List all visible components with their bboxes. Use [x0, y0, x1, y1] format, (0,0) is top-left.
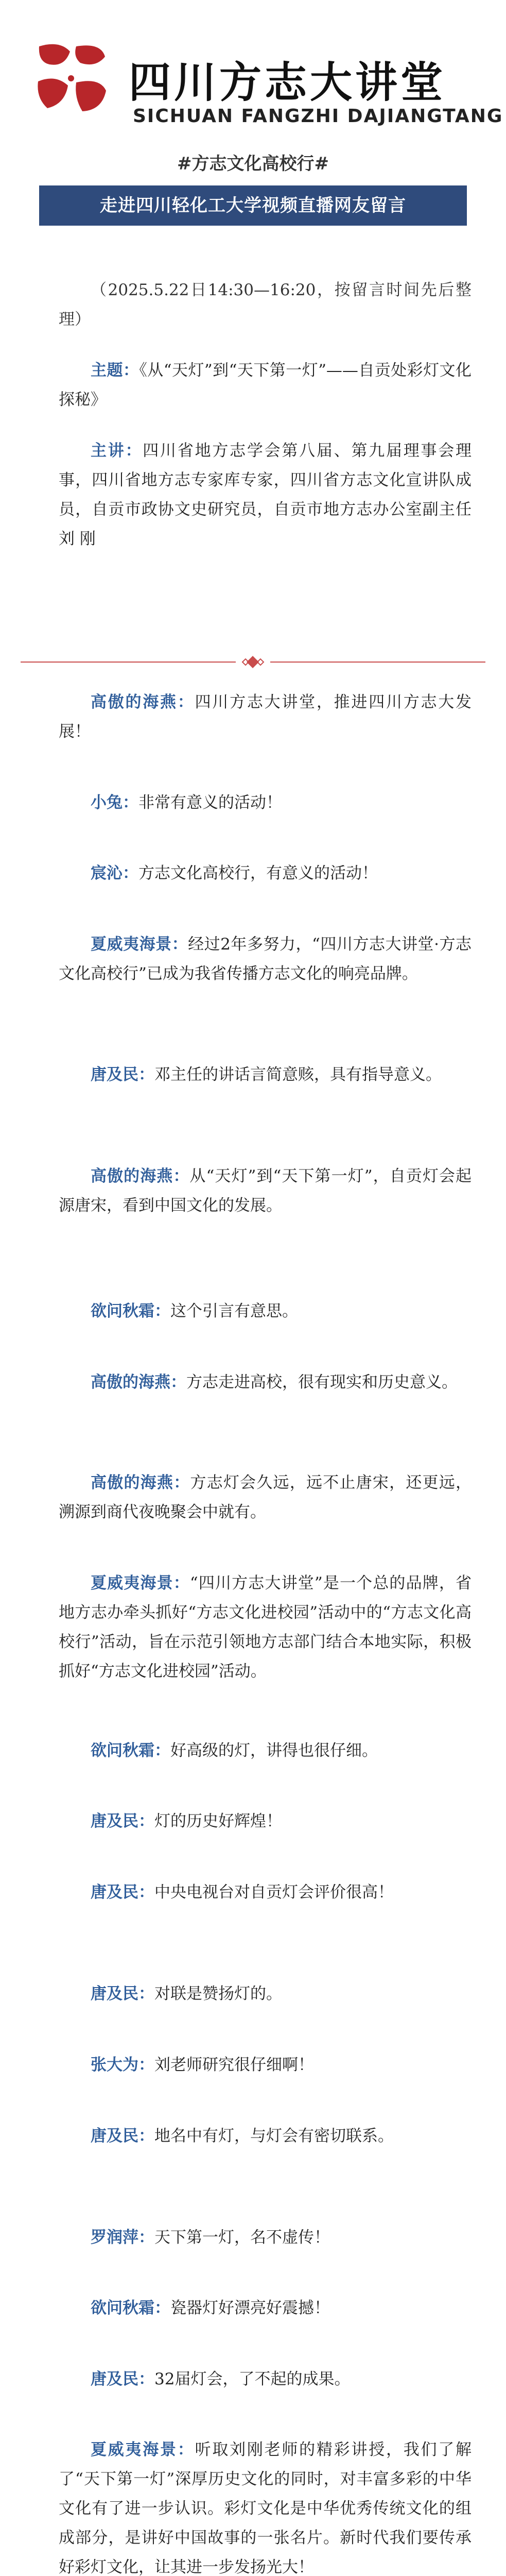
- title-banner: 走进四川轻化工大学视频直播网友留言: [39, 185, 467, 226]
- comment-text: 经过2年多努力，“四川方志大讲堂·方志文化高校行”已成为我省传播方志文化的响亮品牌。: [59, 935, 472, 983]
- brand-title: 四川方志大讲堂: [129, 58, 446, 107]
- commenter-name: 唐及民：: [91, 2370, 154, 2388]
- comment-text: 邓主任的讲话言简意赅，具有指导意义。: [154, 1065, 442, 1084]
- commenter-name: 欲问秋霜：: [91, 2299, 170, 2317]
- header: [0, 0, 506, 127]
- brand-subtitle: SICHUAN FANGZHI DAJIANGTANG: [133, 106, 503, 127]
- theme-line: [59, 356, 472, 415]
- comment-text: 中央电视台对自贡灯会评价很高！: [154, 1883, 394, 1902]
- time-note: （2025.5.22日14:30—16:20，按留言时间先后整理）: [59, 281, 472, 329]
- commenter-name: 高傲的海燕：: [91, 693, 195, 711]
- commenter-name: 高傲的海燕：: [91, 1473, 190, 1492]
- comment-text: 灯的历史好辉煌！: [154, 1812, 282, 1831]
- diamond-ornament-icon: [238, 655, 268, 669]
- hashtag-title: #方志文化高校行#: [177, 154, 329, 174]
- comment-text: 四川方志大讲堂，推进四川方志大发展！: [59, 693, 472, 741]
- commenter-name: 唐及民：: [91, 1985, 154, 2003]
- comment-item: [59, 1368, 472, 1397]
- comment-text: 地名中有灯，与灯会有密切联系。: [154, 2127, 394, 2145]
- speaker-label: 主讲：: [91, 442, 143, 460]
- comment-text: 瓷器灯好漂亮好震撼！: [170, 2299, 330, 2317]
- comment-text: 这个引言有意思。: [170, 1302, 298, 1320]
- commenter-name: 高傲的海燕：: [91, 1373, 186, 1392]
- commenter-name: 唐及民：: [91, 1883, 154, 1902]
- comment-item: [59, 1736, 472, 1766]
- comment-text: 方志走进高校，很有现实和历史意义。: [186, 1373, 458, 1392]
- comment-text: 32届灯会，了不起的成果。: [154, 2370, 351, 2388]
- theme-text: 《从“天灯”到“天下第一灯”——自贡处彩灯文化探秘》: [59, 361, 472, 409]
- comment-text: 刘老师研究很仔细啊！: [154, 2056, 314, 2074]
- commenter-name: 唐及民：: [91, 1812, 154, 1831]
- comment-text: 方志文化高校行，有意义的活动！: [138, 864, 378, 883]
- comment-item: [59, 1162, 472, 1221]
- theme-label: 主题：: [91, 361, 139, 380]
- comment-text: 好高级的灯，讲得也很仔细。: [170, 1741, 378, 1760]
- intro-section: [59, 276, 472, 554]
- comment-item: [59, 2435, 472, 2576]
- comment-item: [59, 859, 472, 888]
- commenter-name: 夏威夷海景：: [91, 1574, 190, 1592]
- comment-text: 天下第一灯，名不虚传！: [154, 2228, 330, 2247]
- commenter-name: 欲问秋霜：: [91, 1741, 170, 1760]
- comment-text: 方志灯会久远，远不止唐宋，还更远，溯源到商代夜晚聚会中就有。: [59, 1473, 472, 1521]
- commenter-name: 小兔：: [91, 793, 138, 812]
- comment-item: [59, 1060, 472, 1090]
- comment-text: 对联是赞扬灯的。: [154, 1985, 282, 2003]
- comment-item: [59, 1878, 472, 1907]
- commenter-name: 高傲的海燕：: [91, 1167, 190, 1185]
- commenter-name: 夏威夷海景：: [91, 935, 188, 954]
- comment-item: [59, 788, 472, 818]
- comment-text: 从“天灯”到“天下第一灯”，自贡灯会起源唐宋，看到中国文化的发展。: [59, 1167, 472, 1215]
- commenter-name: 唐及民：: [91, 1065, 154, 1084]
- comment-item: [59, 1468, 472, 1527]
- speaker-line: [59, 436, 472, 554]
- speaker-text: 四川省地方志学会第八届、第九届理事会理事，四川省地方志专家库专家，四川省方志文化宣讲队成员，自贡市政协文史研究员，自贡市地方志办公室副主任 刘 刚: [59, 442, 472, 548]
- comment-item: [59, 1297, 472, 1326]
- sichuan-fangzhi-logo-icon: [29, 36, 114, 121]
- comment-item: [59, 2050, 472, 2080]
- commenter-name: 唐及民：: [91, 2127, 154, 2145]
- commenter-name: 欲问秋霜：: [91, 1302, 170, 1320]
- comment-item: [59, 2294, 472, 2323]
- comment-item: [59, 1807, 472, 1836]
- comment-text: 非常有意义的活动！: [138, 793, 282, 812]
- comment-item: [59, 1569, 472, 1686]
- commenter-name: 张大为：: [91, 2056, 154, 2074]
- section-divider: [21, 657, 485, 667]
- comment-item: [59, 2122, 472, 2151]
- commenter-name: 夏威夷海景：: [91, 2441, 195, 2459]
- comment-item: [59, 688, 472, 747]
- commenter-name: 罗润萍：: [91, 2228, 154, 2247]
- comment-item: [59, 2223, 472, 2252]
- comment-text: “四川方志大讲堂”是一个总的品牌，省地方志办牵头抓好“方志文化进校园”活动中的“方志文化高校行”活动，旨在示范引领地方志部门结合本地实际，积极抓好“方志文化进校园”活动。: [59, 1574, 472, 1681]
- comment-item: [59, 930, 472, 989]
- comment-text: 听取刘刚老师的精彩讲授，我们了解了“天下第一灯”深厚历史文化的同时，对丰富多彩的中华文化有了进一步认识。彩灯文化是中华优秀传统文化的组成部分，是讲好中国故事的一张名片。新时代我们要传承好彩灯文化，让其进一步发扬光大！: [59, 2441, 472, 2576]
- comment-item: [59, 2365, 472, 2394]
- comment-item: [59, 1979, 472, 2009]
- commenter-name: 宸沁：: [91, 864, 138, 883]
